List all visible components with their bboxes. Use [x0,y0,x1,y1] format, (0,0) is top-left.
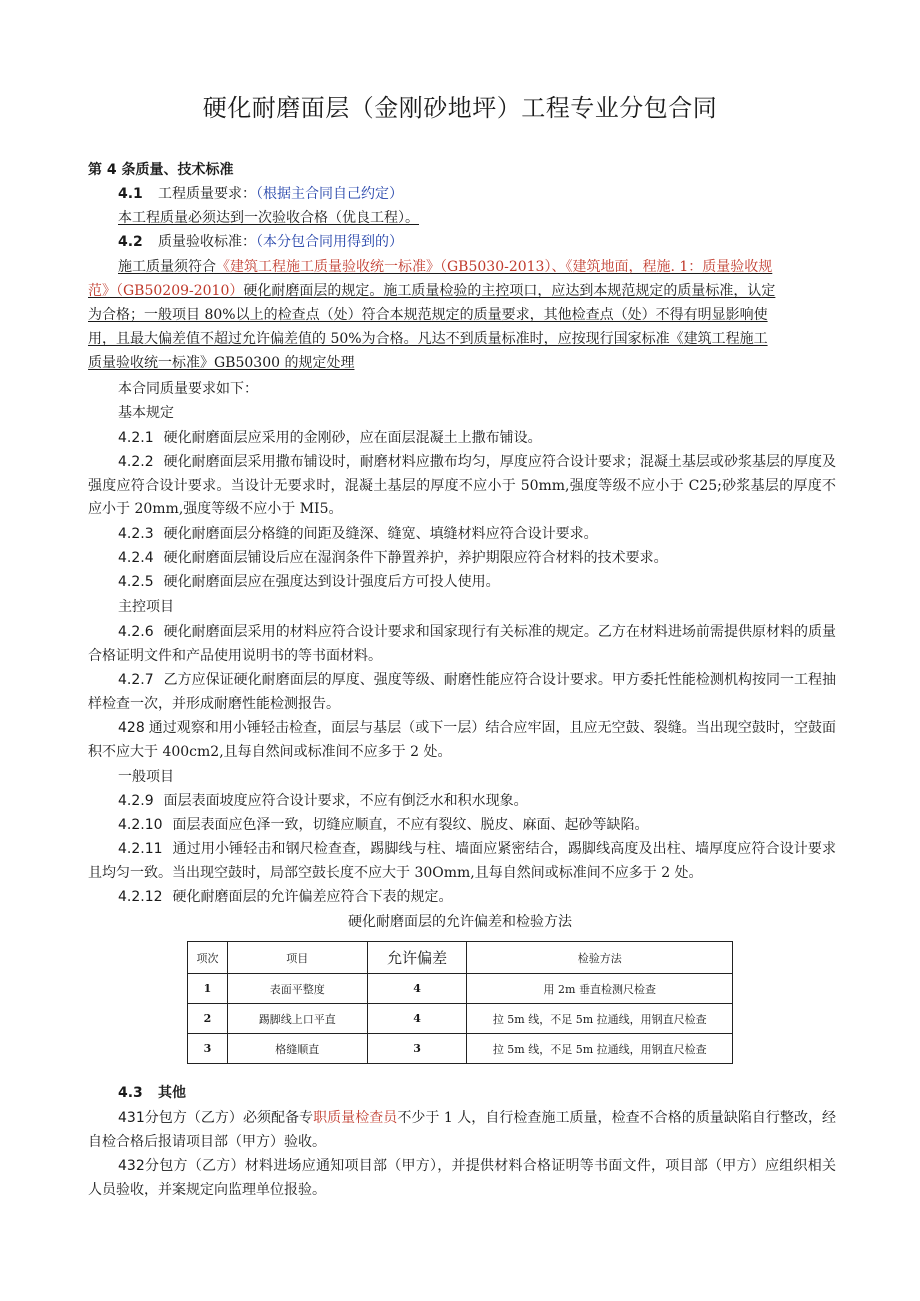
row-tolerance: 4 [367,1004,467,1034]
item-4-3-1: 431分包方（乙方）必须配备专职质量检查员不少于 1 人，自行检查施工质量，检查不合格的质量缺陷自行整改，经自检合格后报请项目部（甲方）验收。 [88,1110,837,1150]
row-item: 表面平整度 [227,974,367,1004]
row-item: 踢脚线上口平直 [227,1004,367,1034]
item-4-2-6: 4.2.6 硬化耐磨面层采用的材料应符合设计要求和国家现行有关标准的规定。乙方在材料进场前需提供原材料的质量合格证明文件和产品使用说明书的等书面材料。 [88,624,836,664]
section-label: 其他 [158,1085,186,1101]
item-4-2-8: 428 通过观察和用小锤轻击检查，面层与基层（或下一层）结合应牢固，且应无空鼓、裂缝。当出现空鼓时，空鼓面积不应大于 400cm2,且每自然间或标准间不应多于 2 处。 [88,720,836,760]
standards-line-4: 用，且最大偏差值不超过允许偏差值的 50%为合格。凡达不到质量标准时，应按现行国家标准《建筑工程施工 [88,331,768,347]
header-method: 检验方法 [467,942,733,974]
standard-ref: 《建筑工程施工质量验收统一标准》 [216,259,440,275]
row-method: 拉 5m 线，不足 5m 拉通线，用钢直尺检查 [467,1034,733,1064]
item-4-2-11: 4.2.11 通过用小锤轻击和钢尺检查查，踢脚线与柱、墙面应紧密结合，踢脚线高度及出柱、墙厚度应符合设计要求且均匀一致。当出现空鼓时，局部空鼓长度不应大于 30Omm,且每自然间或标准间不应多于 2 处。 [88,841,836,881]
header-tolerance: 允许偏差 [367,942,467,974]
contract-requirement-intro: 本合同质量要求如下： [118,381,258,397]
subheading-basic-rules: 基本规定 [118,405,174,421]
table-row [188,1004,733,1034]
subheading-main-items: 主控项目 [118,599,174,615]
section-4-3 [118,1082,186,1105]
row-method: 拉 5m 线，不足 5m 拉通线，用钢直尺检查 [467,1004,733,1034]
table-caption: 硬化耐磨面层的允许偏差和检验方法 [348,914,572,930]
article-heading: 第 4 条质量、技术标准 [88,162,234,178]
item-4-2-3: 4.2.3 硬化耐磨面层分格缝的间距及缝深、缝宽、填缝材料应符合设计要求。 [118,526,598,542]
row-tolerance: 4 [367,974,467,1004]
standard-ref: 范》（GB50209-2010） [88,283,244,299]
section-number: 4.2 [118,234,143,250]
item-4-2-12: 4.2.12 硬化耐磨面层的允许偏差应符合下表的规定。 [118,889,453,905]
item-4-2-2: 4.2.2 硬化耐磨面层采用撒布铺设时，耐磨材料应撒布均匀，厚度应符合设计要求；混凝土基层或砂浆基层的厚度及强度应符合设计要求。当设计无要求时，混凝土基层的厚度不应小于 50mm,强度等级不应小于 C25;砂浆基层的厚度不应小于 20mm,强度等级不应小于 MI5。 [88,454,836,517]
quality-inspector-ref: 职质量检查员 [313,1110,398,1126]
item-4-3-2: 432分包方（乙方）材料进场应通知项目部（甲方），并提供材料合格证明等书面文件，项目部（甲方）应组织相关人员验收，并案规定向监理单位报验。 [88,1158,836,1198]
item-4-2-10: 4.2.10 面层表面应色泽一致，切缝应顺直，不应有裂纹、脱皮、麻面、起砂等缺陷。 [118,817,649,833]
section-note: （根据主合同自己约定） [256,186,403,202]
header-item: 项目 [227,942,367,974]
row-method: 用 2m 垂直检测尺检查 [467,974,733,1004]
item-4-2-4: 4.2.4 硬化耐磨面层铺设后应在湿润条件下静置养护，养护期限应符合材料的技术要求。 [118,550,668,566]
row-item: 格缝顺直 [227,1034,367,1064]
item-4-2-7: 4.2.7 乙方应保证硬化耐磨面层的厚度、强度等级、耐磨性能应符合设计要求。甲方委托性能检测机构按同一工程抽样检查一次，并形成耐磨性能检测报告。 [88,672,836,712]
section-label: 质量验收标准： [158,234,256,250]
item-4-2-9: 4.2.9 面层表面坡度应符合设计要求，不应有倒泛水和积水现象。 [118,793,528,809]
document-title: 硬化耐磨面层（金刚砂地坪）工程专业分包合同 [202,94,718,122]
row-tolerance: 3 [367,1034,467,1064]
table-row [188,974,733,1004]
table-row [188,1034,733,1064]
section-4-1 [118,183,403,206]
row-index: 1 [188,974,228,1004]
table-header-row [188,942,733,974]
section-4-2 [118,231,403,254]
tolerance-table [187,941,733,1064]
section-note: （本分包合同用得到的） [256,234,403,250]
standards-line-1: 施工质量须符合《建筑工程施工质量验收统一标准》（GB5030-2013）、《建筑地面，程施. 1：质量验收规 [118,259,773,275]
standards-line-5: 质量验收统一标准》GB50300 的规定处理 [88,355,355,371]
section-number: 4.3 [118,1085,143,1101]
standard-ref: （GB5030-2013）、《建筑地面，程施. 1：质量验收规 [440,259,773,275]
item-4-2-1: 4.2.1 硬化耐磨面层应采用的金刚砂，应在面层混凝土上撒布铺设。 [118,430,542,446]
section-label: 工程质量要求： [158,186,256,202]
row-index: 3 [188,1034,228,1064]
item-4-2-5: 4.2.5 硬化耐磨面层应在强度达到设计强度后方可投人使用。 [118,574,500,590]
standards-line-2: 范》（GB50209-2010）硬化耐磨面层的规定。施工质量检验的主控项口，应达到本规范规定的质量标准，认定 [88,283,776,299]
section-number: 4.1 [118,186,143,202]
quality-requirement-text: 本工程质量必须达到一次验收合格（优良工程）。 [118,210,419,226]
subheading-general-items: 一般项目 [118,769,174,785]
header-index: 项次 [188,942,228,974]
row-index: 2 [188,1004,228,1034]
standards-line-3: 为合格；一般项目 80%以上的检查点（处）符合本规范规定的质量要求，其他检查点（处）不得有明显影响使 [88,307,768,323]
